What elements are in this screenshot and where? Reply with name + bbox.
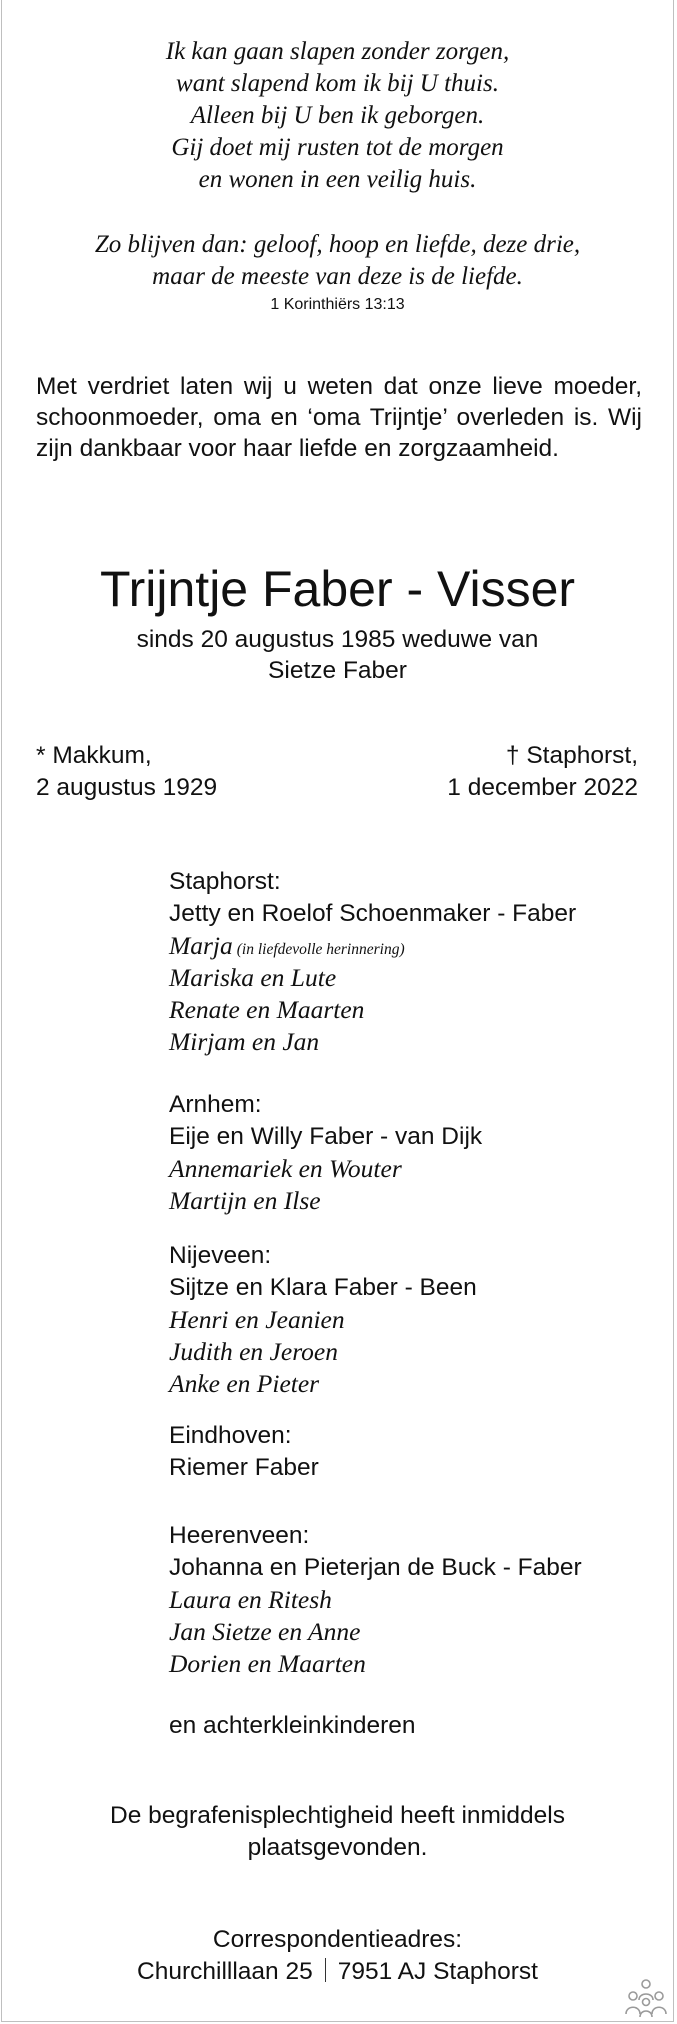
poem-line: en wonen in een veilig huis. <box>198 166 477 193</box>
family-place: Eindhoven: <box>169 1422 292 1449</box>
poem-line: Gij doet mij rusten tot de morgen <box>171 134 504 161</box>
family-couple: Riemer Faber <box>169 1454 319 1481</box>
correspondence <box>2 1924 673 1988</box>
death-date: 1 december 2022 <box>447 774 638 801</box>
family-place: Nijeveen: <box>169 1242 272 1269</box>
family-place: Arnhem: <box>169 1091 262 1118</box>
address-street: Churchilllaan 25 <box>137 1958 313 1985</box>
great-grandchildren <box>169 1710 416 1742</box>
grandchild: Renate en Maarten <box>169 995 365 1024</box>
birth-info <box>36 740 217 804</box>
intro-text: Met verdriet laten wij u weten dat onze lieve moeder, schoonmoeder, oma en ‘oma Trijntje’ overleden is. Wij zijn dankbaar voor haar liefde en zorgzaamheid. <box>36 373 642 462</box>
family-eindhoven <box>169 1420 319 1484</box>
family-place: Heerenveen: <box>169 1522 310 1549</box>
family-couple: Jetty en Roelof Schoenmaker - Faber <box>169 900 577 927</box>
grandchild: Mariska en Lute <box>169 963 337 992</box>
grandchild: Anke en Pieter <box>169 1369 320 1398</box>
widow-line-1: sinds 20 augustus 1985 weduwe van <box>136 626 539 653</box>
family-couple: Eije en Willy Faber - van Dijk <box>169 1123 483 1150</box>
great-grandchildren-text: en achterkleinkinderen <box>169 1712 416 1739</box>
correspondence-address <box>2 1956 673 1988</box>
family-staphorst <box>169 866 576 1058</box>
quote-line: Zo blijven dan: geloof, hoop en liefde, deze drie, <box>94 231 581 258</box>
quote-line: maar de meeste van deze is de liefde. <box>152 263 523 290</box>
poem-line: want slapend kom ik bij U thuis. <box>176 70 499 97</box>
birth-date: 2 augustus 1929 <box>36 774 218 801</box>
grandchild-name: Marja <box>169 931 233 960</box>
funeral-note <box>2 1800 673 1864</box>
death-place: † Staphorst, <box>505 742 638 769</box>
grandchild: Jan Sietze en Anne <box>169 1617 361 1646</box>
grandchild: Annemariek en Wouter <box>169 1154 402 1183</box>
grandchild: Henri en Jeanien <box>169 1305 345 1334</box>
funeral-line-2: plaatsgevonden. <box>247 1834 428 1861</box>
quote-reference: 1 Korinthiërs 13:13 <box>270 296 405 313</box>
widow-line-2: Sietze Faber <box>268 657 407 684</box>
grandchild: Martijn en Ilse <box>169 1186 321 1215</box>
funeral-line-1: De begrafenisplechtigheid heeft inmiddels <box>110 1802 565 1829</box>
grandchild: Dorien en Maarten <box>169 1649 366 1678</box>
death-info <box>447 740 638 804</box>
separator <box>325 1958 326 1982</box>
correspondence-label: Correspondentieadres: <box>212 1926 463 1953</box>
family-heerenveen <box>169 1520 582 1680</box>
poem <box>2 36 673 196</box>
family-place: Staphorst: <box>169 868 281 895</box>
deceased-name: Trijntje Faber - Visser <box>99 561 576 617</box>
poem-line: Alleen bij U ben ik geborgen. <box>190 102 485 129</box>
grandchild: Mirjam en Jan <box>169 1027 320 1056</box>
family-couple: Johanna en Pieterjan de Buck - Faber <box>169 1554 582 1581</box>
bible-quote <box>2 229 673 293</box>
people-group-icon <box>624 1978 668 2018</box>
poem-line: Ik kan gaan slapen zonder zorgen, <box>165 38 510 65</box>
obituary-card <box>1 0 674 2022</box>
memorial-note: (in liefdevolle herinnering) <box>236 941 405 958</box>
grandchild: Judith en Jeroen <box>169 1337 338 1366</box>
address-postal: 7951 AJ Staphorst <box>337 1958 538 1985</box>
family-nijeveen <box>169 1240 477 1400</box>
grandchild <box>169 930 576 962</box>
grandchild: Laura en Ritesh <box>169 1585 332 1614</box>
family-arnhem <box>169 1089 482 1217</box>
family-couple: Sijtze en Klara Faber - Been <box>169 1274 477 1301</box>
birth-place: * Makkum, <box>36 742 152 769</box>
